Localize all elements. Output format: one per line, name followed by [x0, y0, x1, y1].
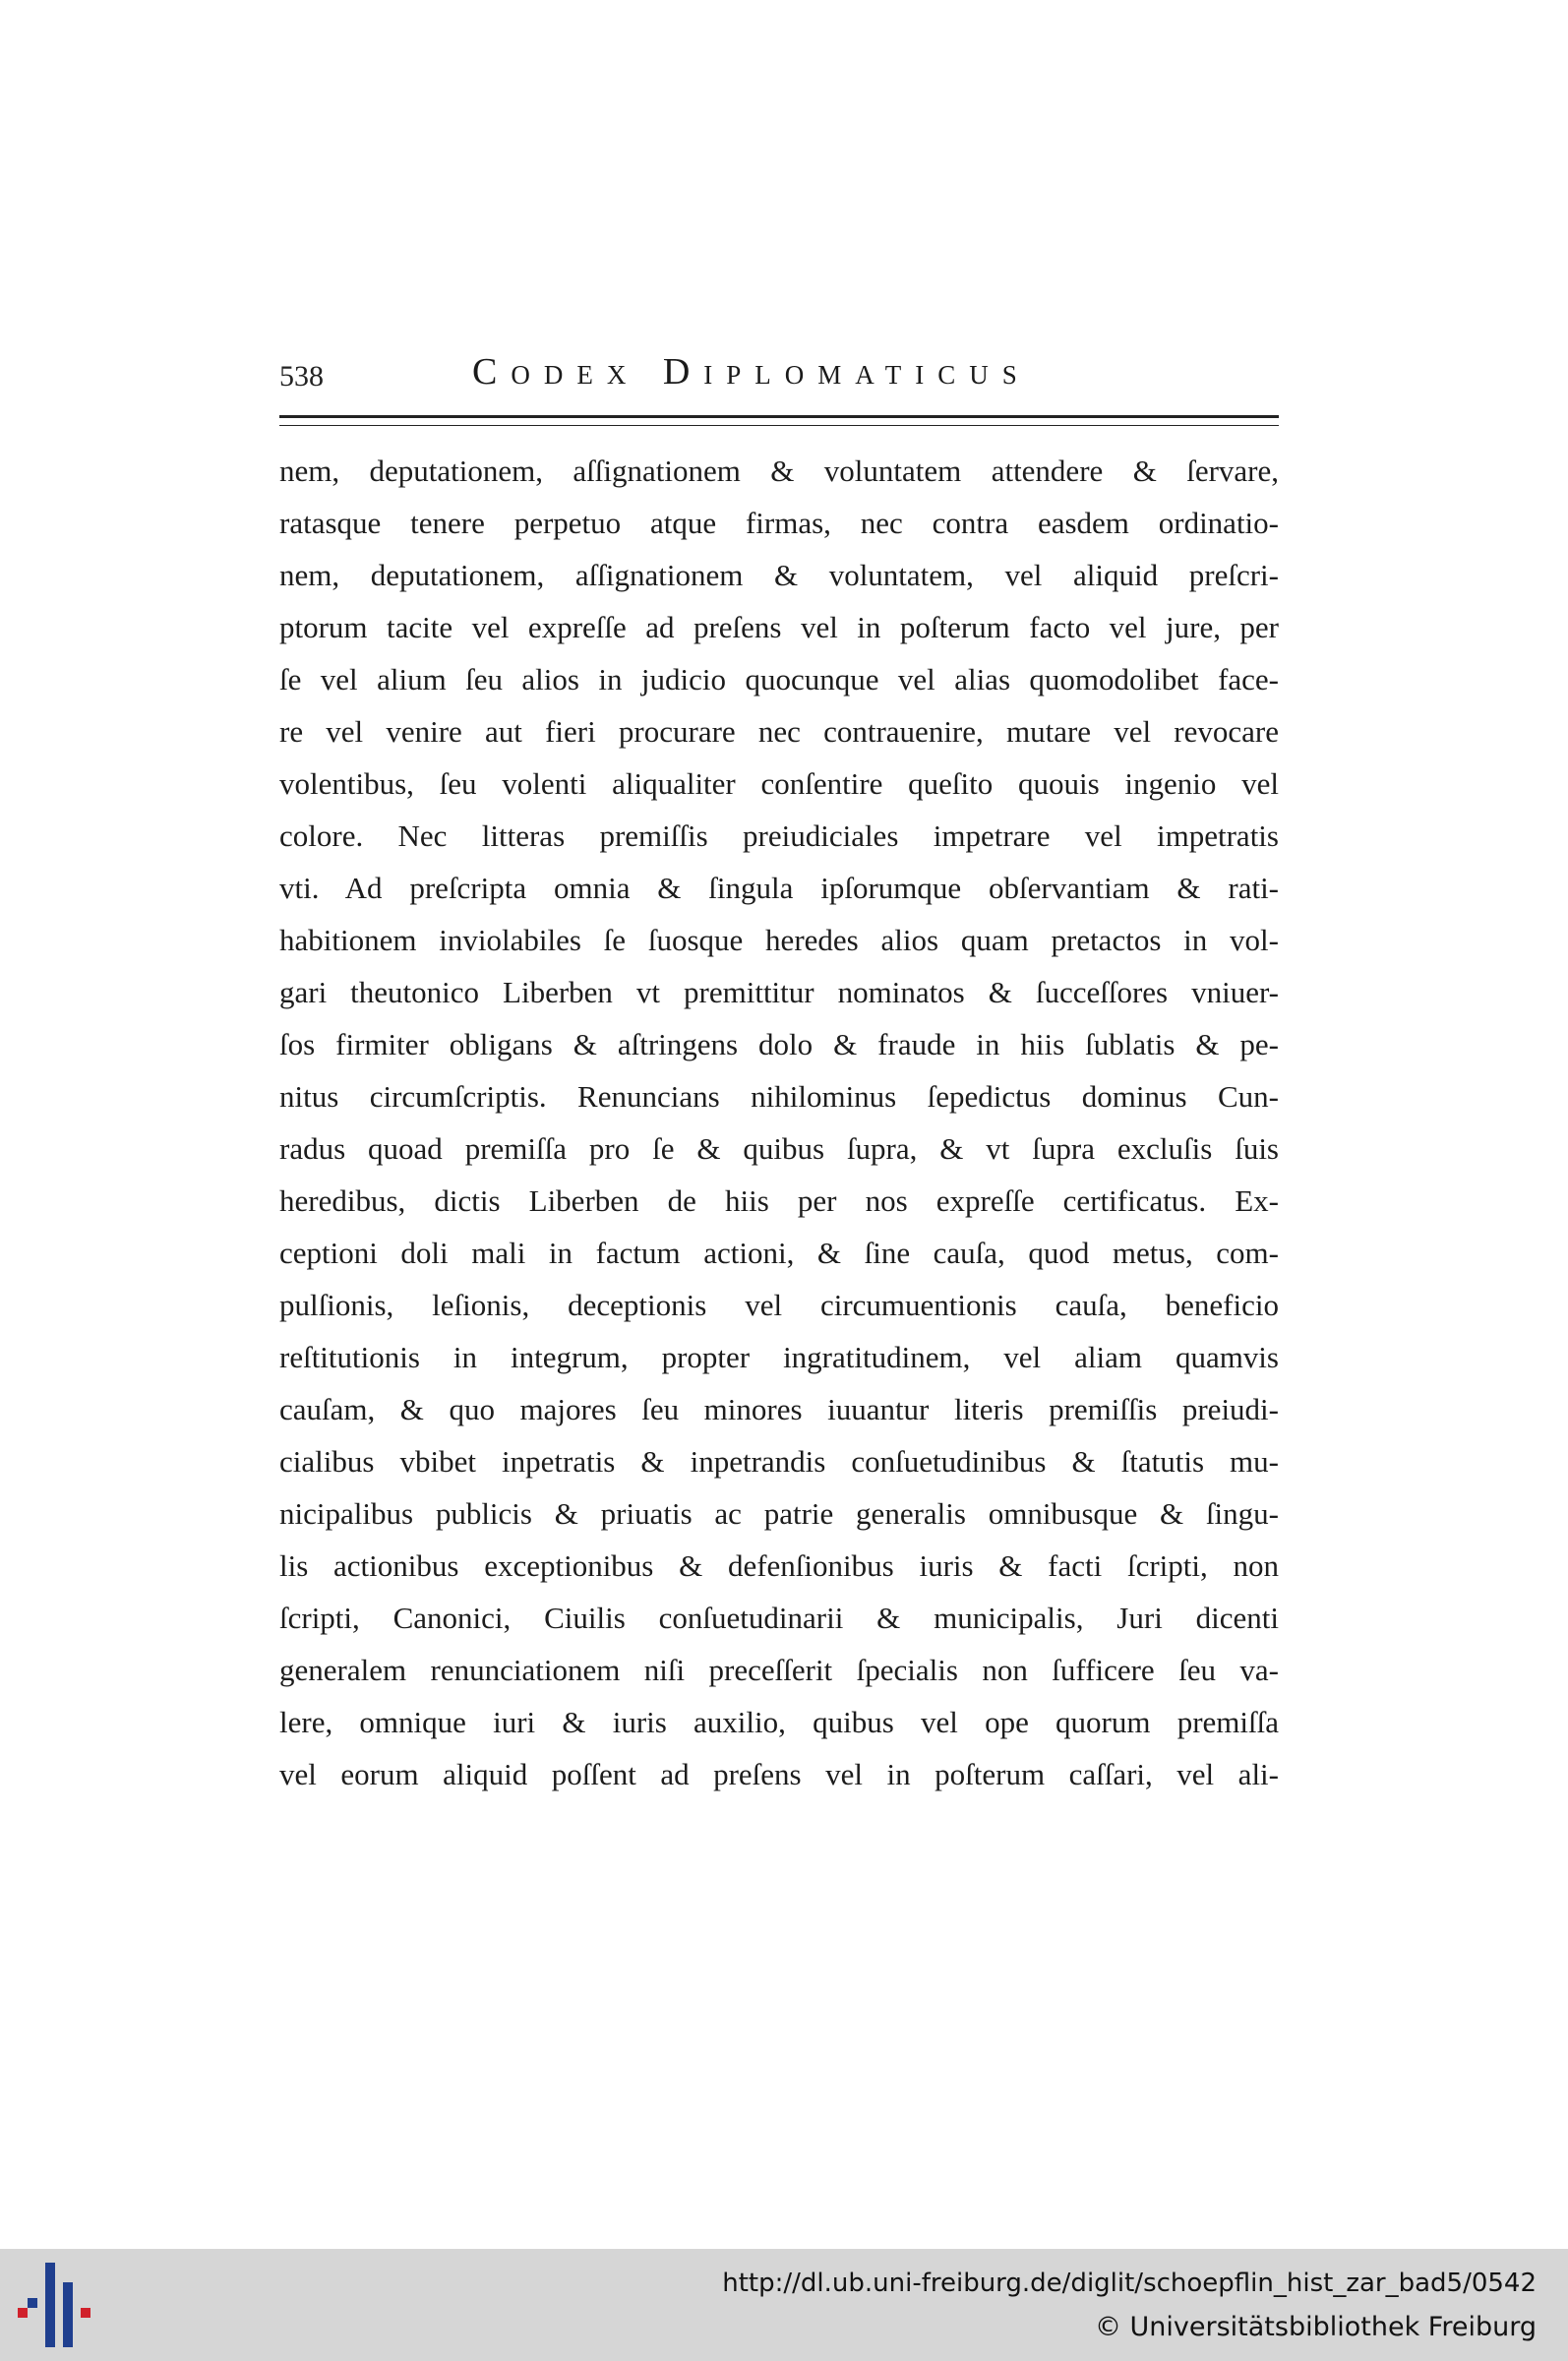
- text-line: lis actionibus exceptionibus & defenſionibus iuris & facti ſcripti, non: [279, 1548, 1279, 1583]
- text-line: heredibus, dictis Liberben de hiis per nos expreſſe certificatus. Ex-: [279, 1183, 1279, 1218]
- text-line: pulſionis, leſionis, deceptionis vel circumuentionis cauſa, beneficio: [279, 1288, 1279, 1322]
- text-line: gari theutonico Liberben vt premittitur nominatos & ſucceſſores vniuer-: [279, 975, 1279, 1009]
- text-line: nitus circumſcriptis. Renuncians nihilominus ſepedictus dominus Cun-: [279, 1079, 1279, 1114]
- text-line: re vel venire aut fieri procurare nec contrauenire, mutare vel revocare: [279, 714, 1279, 749]
- text-line: volentibus, ſeu volenti aliqualiter conſentire queſito quouis ingenio vel: [279, 766, 1279, 801]
- university-library-logo-icon[interactable]: [18, 2263, 100, 2347]
- text-line: ſos firmiter obligans & aſtringens dolo & fraude in hiis ſublatis & pe-: [279, 1027, 1279, 1061]
- text-line: nem, deputationem, aſſignationem & voluntatem attendere & ſervare,: [279, 454, 1279, 488]
- text-line: reſtitutionis in integrum, propter ingratitudinem, vel aliam quamvis: [279, 1340, 1279, 1374]
- text-line: ratasque tenere perpetuo atque firmas, nec contra easdem ordinatio-: [279, 506, 1279, 540]
- header-rule-thick: [279, 415, 1279, 418]
- logo-blue-bar-mid: [63, 2282, 73, 2347]
- text-line: colore. Nec litteras premiſſis preiudiciales impetrare vel impetratis: [279, 818, 1279, 853]
- logo-blue-bar-tall: [45, 2263, 55, 2347]
- header-rule-thin: [279, 425, 1279, 426]
- text-line: cauſam, & quo majores ſeu minores iuuantur literis premiſſis preiudi-: [279, 1392, 1279, 1426]
- copyright-text: © Universitätsbibliothek Freiburg: [1094, 2312, 1537, 2342]
- text-line: ceptioni doli mali in factum actioni, & ſine cauſa, quod metus, com-: [279, 1236, 1279, 1270]
- logo-blue-square-top: [28, 2298, 37, 2308]
- page-number: 538: [279, 360, 324, 393]
- text-line: lere, omnique iuri & iuris auxilio, quibus vel ope quorum premiſſa: [279, 1705, 1279, 1739]
- logo-red-square-left: [18, 2308, 28, 2318]
- running-title: Codex Diplomaticus: [472, 351, 1031, 393]
- text-line: ſcripti, Canonici, Ciuilis conſuetudinarii & municipalis, Juri dicenti: [279, 1601, 1279, 1635]
- text-line: nem, deputationem, aſſignationem & voluntatem, vel aliquid preſcri-: [279, 558, 1279, 592]
- text-line: ptorum tacite vel expreſſe ad preſens vel in poſterum facto vel jure, per: [279, 610, 1279, 644]
- text-line: vel eorum aliquid poſſent ad preſens vel in poſterum caſſari, vel ali-: [279, 1757, 1279, 1791]
- body-text: [279, 445, 1279, 1800]
- text-line: ſe vel alium ſeu alios in judicio quocunque vel alias quomodolibet face-: [279, 662, 1279, 696]
- viewer-footer: [0, 2249, 1568, 2361]
- text-line: generalem renunciationem niſi preceſſerit ſpecialis non ſufficere ſeu va-: [279, 1653, 1279, 1687]
- text-line: habitionem inviolabiles ſe ſuosque heredes alios quam pretactos in vol-: [279, 923, 1279, 957]
- text-line: nicipalibus publicis & priuatis ac patrie generalis omnibusque & ſingu-: [279, 1496, 1279, 1531]
- text-line: vti. Ad preſcripta omnia & ſingula ipſorumque obſervantiam & rati-: [279, 871, 1279, 905]
- logo-red-square-right: [81, 2308, 90, 2318]
- document-url-link[interactable]: http://dl.ub.uni-freiburg.de/diglit/schoepflin_hist_zar_bad5/0542: [722, 2269, 1537, 2298]
- text-line: cialibus vbibet inpetratis & inpetrandis conſuetudinibus & ſtatutis mu-: [279, 1444, 1279, 1479]
- text-line: radus quoad premiſſa pro ſe & quibus ſupra, & vt ſupra excluſis ſuis: [279, 1131, 1279, 1166]
- page-header: [279, 346, 1279, 401]
